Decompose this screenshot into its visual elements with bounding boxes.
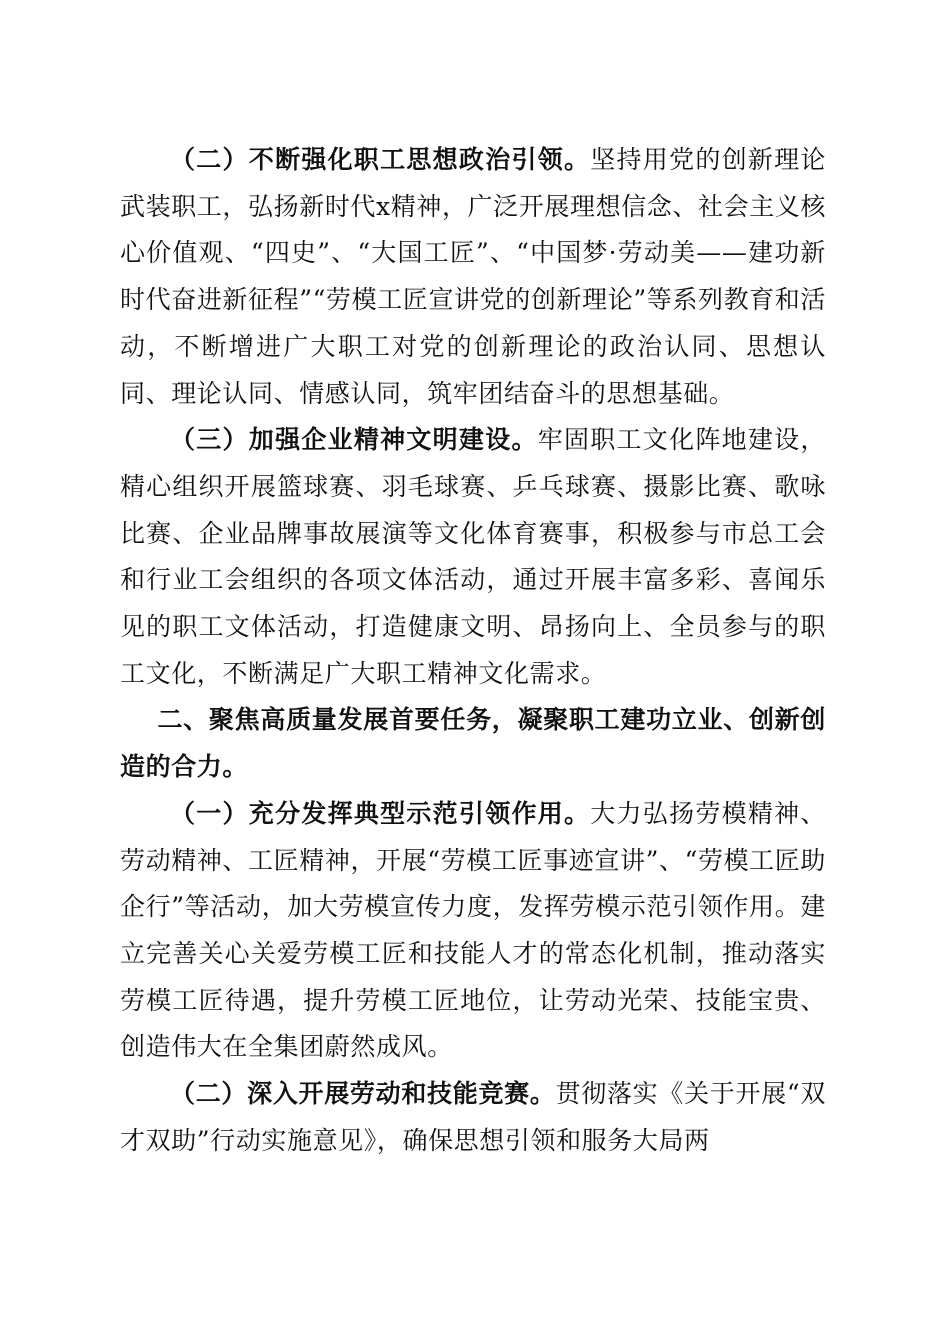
- paragraph-model-leadership: [120, 791, 826, 1071]
- paragraph-body: 坚持用党的创新理论武装职工，弘扬新时代x精神，广泛开展理想信念、社会主义核心价值观、“四史”、“大国工匠”、“中国梦·劳动美——建功新时代奋进新征程”“劳模工匠宣讲党的创新理论”等系列教育和活动，不断增进广大职工对党的创新理论的政治认同、思想认同、理论认同、情感认同，筑牢团结奋斗的思想基础。: [120, 145, 826, 408]
- paragraph-skills-competition: [120, 1071, 826, 1164]
- paragraph-lead: （二）深入开展劳动和技能竞赛。: [170, 1079, 556, 1109]
- paragraph-lead: （一）充分发挥典型示范引领作用。: [170, 798, 591, 828]
- paragraph-spiritual-civilization: [120, 417, 826, 697]
- paragraph-body: 大力弘扬劳模精神、劳动精神、工匠精神，开展“劳模工匠事迹宣讲”、“劳模工匠助企行”等活动，加大劳模宣传力度，发挥劳模示范引领作用。建立完善关心关爱劳模工匠和技能人才的常态化机制，推动落实劳模工匠待遇，提升劳模工匠地位，让劳动光荣、技能宝贵、创造伟大在全集团蔚然成风。: [120, 798, 826, 1062]
- section-heading: 二、聚焦高质量发展首要任务，凝聚职工建功立业、创新创造的合力。: [120, 705, 826, 782]
- paragraph-body: 牢固职工文化阵地建设，精心组织开展篮球赛、羽毛球赛、乒乓球赛、摄影比赛、歌咏比赛、企业品牌事故展演等文化体育赛事，积极参与市总工会和行业工会组织的各项文体活动，通过开展丰富多彩、喜闻乐见的职工文体活动，打造健康文明、昂扬向上、全员参与的职工文化，不断满足广大职工精神文化需求。: [120, 425, 826, 688]
- paragraph-lead: （三）加强企业精神文明建设。: [170, 425, 538, 455]
- document-page: [120, 137, 826, 1164]
- paragraph-body: 贯彻落实《关于开展“双才双助”行动实施意见》，确保思想引领和服务大局两: [120, 1079, 826, 1155]
- paragraph-political-guidance: [120, 137, 826, 417]
- paragraph-lead: （二）不断强化职工思想政治引领。: [170, 145, 591, 174]
